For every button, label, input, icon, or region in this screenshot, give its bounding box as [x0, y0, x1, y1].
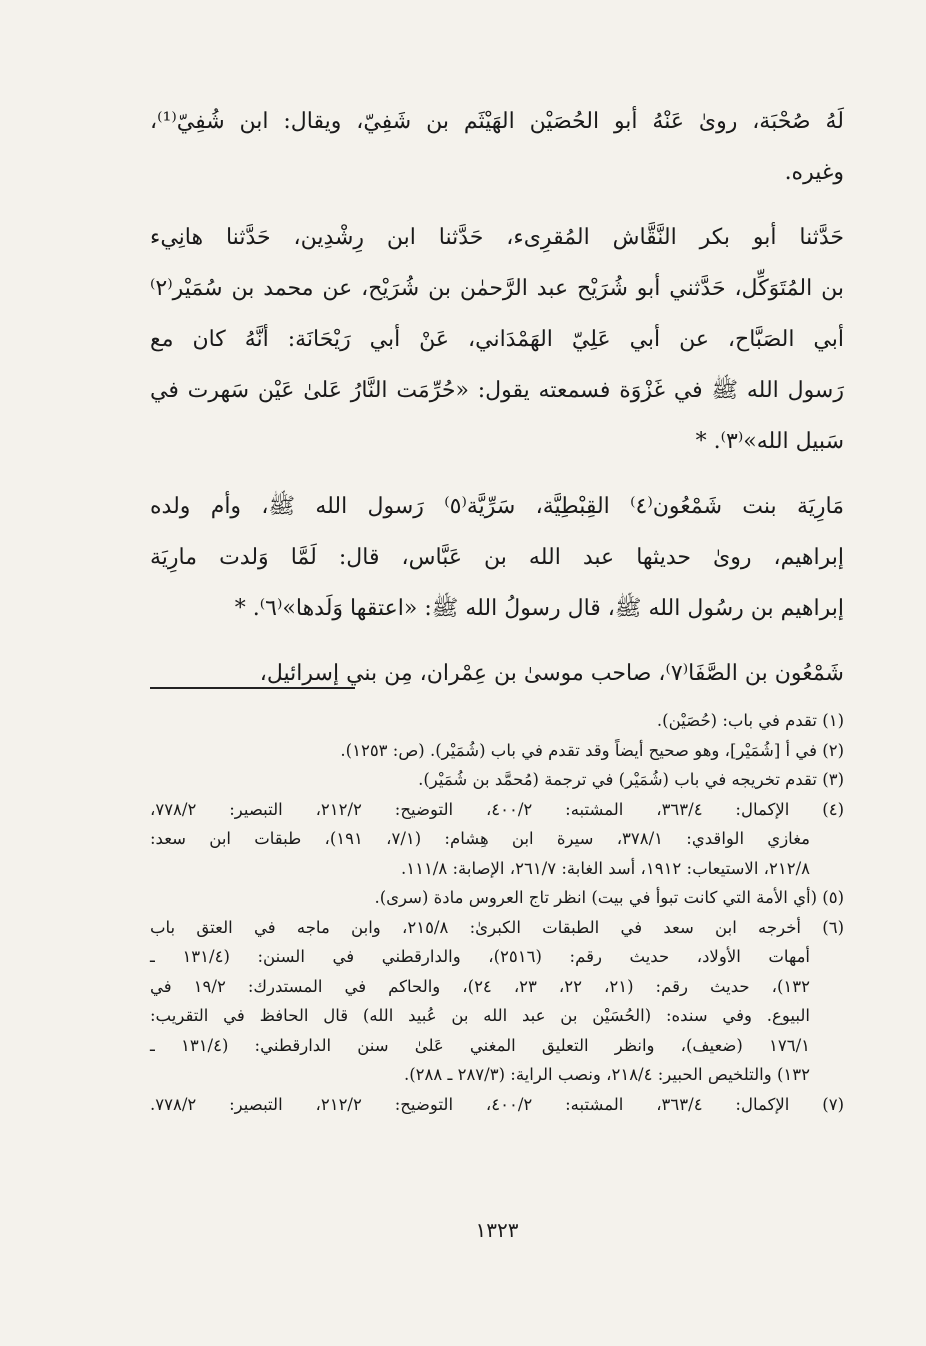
paragraph-4 [150, 648, 844, 699]
paragraph-2 [150, 212, 844, 467]
footnote-3 [150, 765, 844, 795]
text-line: بن المُتَوَكِّل، حَدَّثني أبو شُرَيْح عبد الرَّحمٰن بن شُرَيْح، عن محمد بن سُمَيْر⁽٢⁾ [150, 276, 844, 301]
text-line: سَبيل الله»⁽٣⁾. * [695, 429, 844, 454]
main-text [150, 96, 844, 699]
footnote-divider [150, 687, 355, 689]
footnote-line: (٧) الإكمال: ٣٦٣/٤، المشتبه: ٤٠٠/٢، التوضيح: ٢١٢/٢، التبصير: ٧٧٨/٢. [150, 1094, 844, 1114]
text-line: شَمْعُون بن الصَّفَا⁽٧⁾، صاحب موسىٰ بن عِمْران، مِن بني إسرائيل، [259, 661, 844, 686]
text-line: حَدَّثنا أبو بكر النَّقَّاش المُقرِىء، حَدَّثنا ابن رِشْدِين، حَدَّثنا هانِيء [150, 225, 844, 250]
footnote-1 [150, 706, 844, 736]
footnotes [150, 706, 844, 1119]
footnote-line: أمهات الأولاد، حديث رقم: (٢٥١٦)، والدارقطني في السنن: (١٣١/٤ ـ [150, 947, 810, 966]
footnote-6 [150, 913, 844, 1090]
text-line: لَهُ صُحْبَة، روىٰ عَنْهُ أبو الحُصَيْن الهَيْثَم بن شَفِيّ، ويقال: ابن شُفِيّ⁽¹⁾، [150, 109, 844, 134]
footnote-line: (٤) الإكمال: ٣٦٣/٤، المشتبه: ٤٠٠/٢، التوضيح: ٢١٢/٢، التبصير: ٧٧٨/٢، [150, 799, 844, 819]
page-number: ١٣٢٣ [475, 1218, 519, 1242]
text-line: مَارِيَة بنت شَمْعُون⁽٤⁾ القِبْطِيَّة، سَرِّيَّة⁽٥⁾ رَسول الله ﷺ، وأم ولده [150, 494, 844, 519]
footnote-line: ٢١٢/٨، الاستيعاب: ١٩١٢، أسد الغابة: ٢٦١/٧، الإصابة: ١١١/٨. [400, 858, 810, 878]
footnote-4 [150, 795, 844, 884]
footnote-2 [150, 736, 844, 766]
footnote-line: مغازي الواقدي: ٣٧٨/١، سيرة ابن هِشام: (٧/١، ١٩١)، طبقات ابن سعد: [150, 829, 810, 848]
footnote-line: (١) تقدم في باب: (حُصَيْن). [656, 711, 844, 730]
footnote-line: البيوع. وفي سنده: (الحُسَيْن بن عبد الله بن عُبيد الله) قال الحافظ في التقريب: [150, 1006, 810, 1025]
footnote-line: ١٣٢) والتلخيص الحبير: ٢١٨/٤، ونصب الراية: (٢٨٧/٣ ـ ٢٨٨). [403, 1065, 810, 1084]
footnote-line: (٥) (أي الأمة التي كانت تبوأ في بيت) انظر تاج العروس مادة (سرى). [374, 888, 844, 907]
footnote-line: ١٣٢)، حديث رقم: (٢١، ٢٢، ٢٣، ٢٤)، والحاكم في المستدرك: ١٩/٢ في [150, 976, 810, 996]
footnote-5 [150, 883, 844, 913]
footnote-line: (٦) أخرجه ابن سعد في الطبقات الكبرىٰ: ٢١٥/٨، وابن ماجه في العتق باب [150, 917, 844, 937]
text-line: أبي الصَبَّاح، عن أبي عَلِيّ الهَمْدَاني، عَنْ أبي رَيْحَانَة: أنَّهُ كان مع [150, 327, 844, 352]
text-line: إبراهيم، روىٰ حديثها عبد الله بن عَبَّاس، قال: لَمَّا وَلدت مارِيَة [150, 545, 844, 570]
footnote-line: (٣) تقدم تخريجه في باب (شُمَيْر) في ترجمة (مُحمَّد بن شُمَيْر). [418, 770, 844, 789]
book-page [150, 96, 844, 1306]
text-line: وغيره. [784, 160, 844, 185]
footnote-7 [150, 1090, 844, 1120]
footnote-line: (٢) في أ [شُمَيْر]، وهو صحيح أيضاً وقد تقدم في باب (شُمَيْر). (ص: ١٢٥٣). [340, 740, 844, 760]
footnote-line: ١٧٦/١ (ضعيف)، وانظر التعليق المغني عَلىٰ سنن الدارقطني: (١٣١/٤ ـ [150, 1035, 810, 1055]
paragraph-1 [150, 96, 844, 198]
paragraph-3 [150, 481, 844, 634]
text-line: إبراهيم بن رسُول الله ﷺ، قال رسولُ الله ﷺ: «اعتقها وَلَدها»⁽٦⁾. * [234, 596, 844, 621]
text-line: رَسول الله ﷺ في غَزْوَة فسمعته يقول: «حُرِّمَت النَّارُ عَلىٰ عَيْن سَهرت في [150, 378, 844, 403]
